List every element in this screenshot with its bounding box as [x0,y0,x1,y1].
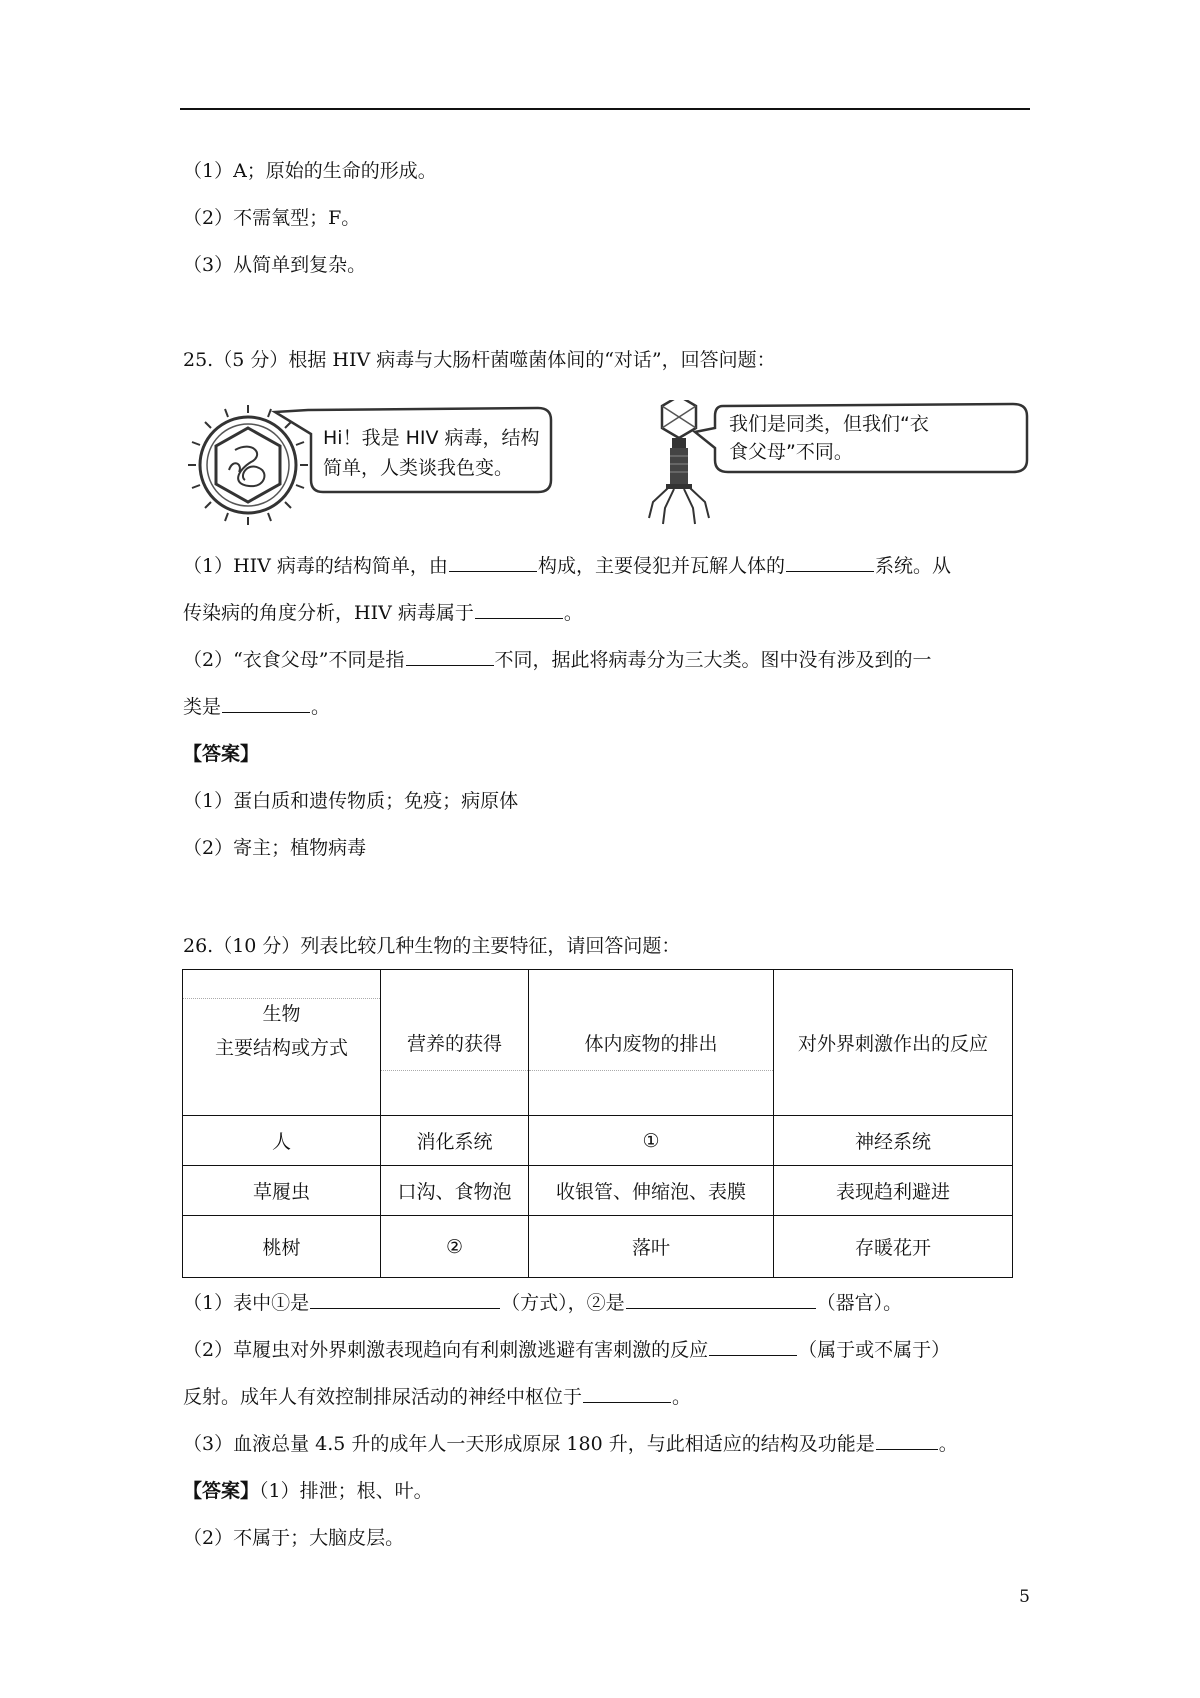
corner-header-line1: 生物 [262,1002,301,1025]
table-cell: 消化系统 [381,1116,529,1166]
q26-answer-line [183,1478,433,1504]
answer-blank[interactable] [626,1290,816,1309]
q26-answer-1: （1）排泄；根、叶。 [259,1480,433,1502]
q25-part1-line1: （1）HIV 病毒的结构简单，由 构成，主要侵犯并瓦解人体的 系统。从 [183,555,951,577]
table-cell: 收银管、伸缩泡、表膜 [529,1166,774,1216]
table-cell: 神经系统 [774,1116,1013,1166]
comparison-table [182,969,1013,1278]
table-header-row [183,970,1013,1116]
table-cell: 口沟、食物泡 [381,1166,529,1216]
q26-part3: （3）血液总量 4.5 升的成年人一天形成原尿 180 升，与此相适应的结构及功能是 。 [183,1433,958,1455]
q25-answer-label: 【答案】 [183,743,260,765]
hiv-bubble-line2: 简单，人类谈我色变。 [323,457,514,479]
q25-stem: 25.（5 分）根据 HIV 病毒与大肠杆菌噬菌体间的“对话”，回答问题： [183,349,776,371]
q25-part1-line2: 传染病的角度分析，HIV 病毒属于 。 [183,602,583,624]
table-header-cell: 对外界刺激作出的反应 [774,970,1013,1116]
q26-answer-2: （2）不属于；大脑皮层。 [183,1527,405,1549]
q26-part1: （1）表中①是 （方式），②是 （器官）。 [183,1292,903,1314]
table-corner-header [183,970,381,1116]
prev-answer-1: （1）A；原始的生命的形成。 [183,160,437,182]
table-cell: ② [381,1216,529,1278]
table-cell: 草履虫 [183,1166,381,1216]
phage-bubble-line2: 食父母”不同。 [729,441,853,463]
table-cell: 桃树 [183,1216,381,1278]
answer-blank[interactable] [876,1431,938,1450]
q25-answer-2: （2）寄主；植物病毒 [183,837,367,859]
q25-figure [183,400,1043,530]
phage-bubble-line1: 我们是同类，但我们“衣 [729,413,929,435]
header-rule [180,108,1030,110]
hiv-speech-bubble [275,408,551,492]
answer-blank[interactable] [222,694,310,713]
table-row [183,1166,1013,1216]
table-cell: ① [529,1116,774,1166]
answer-blank[interactable] [583,1384,671,1403]
q26-answer-label: 【答案】 [183,1480,260,1502]
answer-blank[interactable] [310,1290,500,1309]
bacteriophage-icon [649,400,709,524]
table-header-cell: 体内废物的排出 [529,970,774,1116]
table-cell: 人 [183,1116,381,1166]
corner-header-line2: 主要结构或方式 [214,1036,348,1059]
answer-blank[interactable] [786,553,874,572]
prev-answer-2: （2）不需氧型；F。 [183,207,361,229]
q26-stem: 26.（10 分）列表比较几种生物的主要特征，请回答问题： [183,935,681,957]
page-number: 5 [1019,1587,1030,1607]
q26-part2-line2: 反射。成年人有效控制排尿活动的神经中枢位于 。 [183,1386,692,1408]
table-row [183,1216,1013,1278]
table-cell: 表现趋利避进 [774,1166,1013,1216]
prev-answer-3: （3）从简单到复杂。 [183,254,367,276]
answer-blank[interactable] [475,600,563,619]
table-cell: 落叶 [529,1216,774,1278]
table-row [183,1116,1013,1166]
q25-part2-line2: 类是 。 [183,696,331,718]
q25-part2-line1: （2）“衣食父母”不同是指 不同，据此将病毒分为三大类。图中没有涉及到的一 [183,649,932,671]
table-cell: 存暖花开 [774,1216,1013,1278]
virus-dialogue-illustration [183,400,1043,530]
answer-blank[interactable] [709,1337,797,1356]
q25-answer-1: （1）蛋白质和遗传物质；免疫；病原体 [183,790,519,812]
hiv-bubble-line1: Hi！我是 HIV 病毒，结构 [323,427,540,449]
hiv-virus-icon [188,405,308,525]
answer-blank[interactable] [449,553,537,572]
q26-part2-line1: （2）草履虫对外界刺激表现趋向有利刺激逃避有害刺激的反应 （属于或不属于） [183,1339,951,1361]
table-header-cell: 营养的获得 [381,970,529,1116]
answer-blank[interactable] [406,647,494,666]
